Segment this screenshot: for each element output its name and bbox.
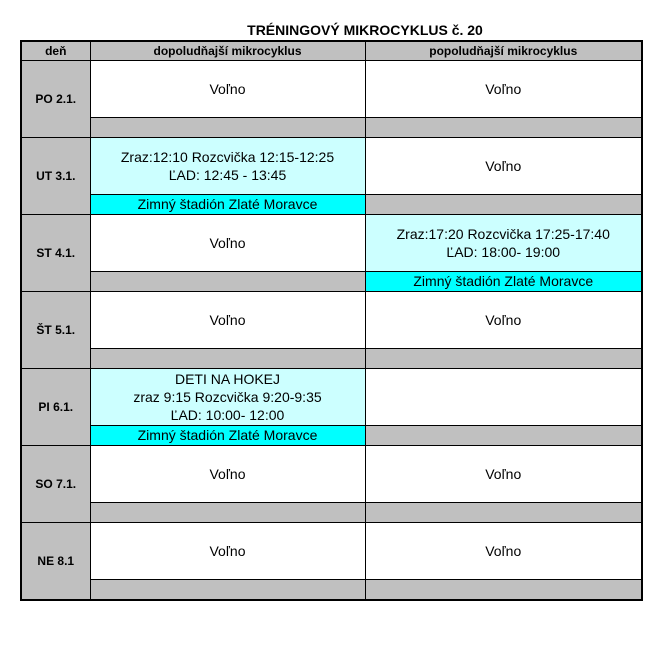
day-row — [21, 292, 642, 349]
pm-session-text: Zraz:17:20 Rozcvička 17:25-17:40 — [396, 226, 610, 242]
am-session-text: ĽAD: 10:00- 12:00 — [170, 407, 285, 423]
am-session-cell — [90, 138, 365, 195]
day-row — [21, 138, 642, 195]
am-session-text: Voľno — [209, 312, 246, 328]
day-footer-row — [21, 349, 642, 369]
am-footer-cell — [90, 580, 365, 601]
am-session-cell — [90, 369, 365, 426]
pm-session-text: Voľno — [485, 81, 522, 97]
day-row — [21, 446, 642, 503]
pm-footer-cell — [365, 349, 642, 369]
day-label: UT 3.1. — [21, 138, 90, 215]
pm-footer-cell — [365, 426, 642, 446]
pm-session-text: Voľno — [485, 312, 522, 328]
day-label: SO 7.1. — [21, 446, 90, 523]
pm-session-cell — [365, 446, 642, 503]
am-footer-cell — [90, 118, 365, 138]
am-session-cell — [90, 292, 365, 349]
am-session-cell — [90, 446, 365, 503]
pm-footer-cell — [365, 503, 642, 523]
am-footer-cell — [90, 349, 365, 369]
am-column-header: dopoludňajší mikrocyklus — [90, 41, 365, 61]
schedule-body — [21, 61, 642, 601]
am-session-text: zraz 9:15 Rozcvička 9:20-9:35 — [133, 389, 322, 405]
pm-session-cell — [365, 369, 642, 426]
am-venue-cell: Zimný štadión Zlaté Moravce — [90, 195, 365, 215]
page-title: TRÉNINGOVÝ MIKROCYKLUS č. 20 — [247, 22, 483, 38]
pm-session-cell — [365, 215, 642, 272]
day-footer-row — [21, 272, 642, 292]
am-session-text: DETI NA HOKEJ — [174, 371, 281, 387]
day-footer-row — [21, 580, 642, 601]
pm-venue-cell: Zimný štadión Zlaté Moravce — [365, 272, 642, 292]
pm-session-cell — [365, 292, 642, 349]
pm-session-text: Voľno — [485, 543, 522, 559]
day-label: ŠT 5.1. — [21, 292, 90, 369]
day-row — [21, 369, 642, 426]
day-footer-row — [21, 195, 642, 215]
pm-column-header: popoludňajší mikrocyklus — [365, 41, 642, 61]
day-row — [21, 523, 642, 580]
am-session-cell — [90, 215, 365, 272]
am-session-text: Voľno — [209, 466, 246, 482]
day-label: PO 2.1. — [21, 61, 90, 138]
pm-session-cell — [365, 61, 642, 118]
am-session-cell — [90, 61, 365, 118]
am-session-text: Zraz:12:10 Rozcvička 12:15-12:25 — [120, 149, 335, 165]
day-footer-row — [21, 426, 642, 446]
am-session-text: Voľno — [209, 81, 246, 97]
am-session-text: ĽAD: 12:45 - 13:45 — [168, 167, 287, 183]
day-footer-row — [21, 118, 642, 138]
day-row — [21, 61, 642, 118]
day-footer-row — [21, 503, 642, 523]
am-session-text: Voľno — [209, 235, 246, 251]
day-label: PI 6.1. — [21, 369, 90, 446]
day-row — [21, 215, 642, 272]
pm-session-text: Voľno — [485, 158, 522, 174]
pm-footer-cell — [365, 580, 642, 601]
day-column-header: deň — [21, 41, 90, 61]
am-footer-cell — [90, 272, 365, 292]
pm-session-cell — [365, 523, 642, 580]
pm-session-text: Voľno — [485, 466, 522, 482]
am-footer-cell — [90, 503, 365, 523]
day-label: ST 4.1. — [21, 215, 90, 292]
header-row — [21, 41, 642, 61]
am-session-text: Voľno — [209, 543, 246, 559]
am-venue-cell: Zimný štadión Zlaté Moravce — [90, 426, 365, 446]
pm-session-cell — [365, 138, 642, 195]
am-session-cell — [90, 523, 365, 580]
pm-session-text: ĽAD: 18:00- 19:00 — [446, 244, 561, 260]
day-label: NE 8.1 — [21, 523, 90, 601]
pm-footer-cell — [365, 118, 642, 138]
pm-footer-cell — [365, 195, 642, 215]
schedule-table — [20, 40, 643, 601]
